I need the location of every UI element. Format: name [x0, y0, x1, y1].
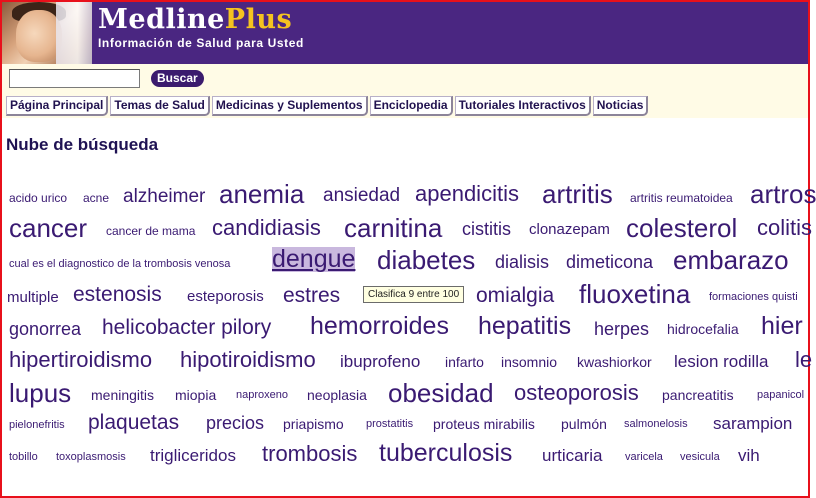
cloud-tag[interactable]: estres: [283, 284, 341, 307]
cloud-tag[interactable]: clonazepam: [529, 221, 610, 238]
logo-plus: Plus: [224, 4, 293, 35]
cloud-tag[interactable]: trombosis: [262, 441, 358, 466]
cloud-tag[interactable]: artros: [750, 179, 816, 209]
cloud-tag[interactable]: colitis: [757, 215, 813, 240]
cloud-tag[interactable]: plaquetas: [88, 411, 180, 434]
cloud-tag[interactable]: urticaria: [542, 446, 603, 465]
cloud-tag[interactable]: hepatitis: [478, 312, 572, 340]
cloud-tag[interactable]: helicobacter pilory: [102, 316, 272, 339]
cloud-tag[interactable]: miopia: [175, 387, 217, 403]
nav-tab-noticias[interactable]: Noticias: [593, 96, 649, 116]
cloud-tag[interactable]: ansiedad: [323, 185, 401, 206]
cloud-tag[interactable]: hier: [761, 312, 803, 340]
cloud-tag[interactable]: obesidad: [388, 378, 494, 408]
nav-tab-medicinas[interactable]: Medicinas y Suplementos: [212, 96, 368, 116]
cloud-tag[interactable]: le: [795, 347, 813, 372]
child-doctor-photo: [2, 2, 92, 64]
cloud-tag[interactable]: dimeticona: [566, 252, 654, 272]
nav-tab-tutoriales[interactable]: Tutoriales Interactivos: [455, 96, 591, 116]
cloud-tag[interactable]: hipertiroidismo: [9, 347, 153, 372]
cloud-tag[interactable]: pancreatitis: [662, 387, 734, 403]
cloud-tag[interactable]: artritis: [542, 179, 613, 209]
cloud-tag[interactable]: neoplasia: [307, 387, 367, 403]
cloud-tag[interactable]: infarto: [445, 354, 484, 370]
nav-tab-pagina-principal[interactable]: Página Principal: [6, 96, 108, 116]
cloud-tag[interactable]: herpes: [594, 319, 650, 339]
cloud-tag[interactable]: esteporosis: [187, 288, 264, 305]
cloud-tag[interactable]: cancer: [9, 213, 88, 243]
cloud-tag[interactable]: tuberculosis: [379, 439, 513, 467]
tag-rank-tooltip: Clasifica 9 entre 100: [363, 286, 464, 303]
cloud-tag[interactable]: vih: [738, 446, 760, 465]
cloud-tag[interactable]: naproxeno: [236, 389, 288, 401]
cloud-tag[interactable]: proteus mirabilis: [433, 416, 535, 432]
nav-tab-temas-de-salud[interactable]: Temas de Salud: [110, 96, 209, 116]
cloud-tag[interactable]: sarampion: [713, 414, 793, 433]
cloud-tag[interactable]: precios: [206, 413, 265, 433]
site-tagline: Información de Salud para Usted: [98, 36, 304, 50]
cloud-tag[interactable]: hemorroides: [310, 312, 449, 340]
cloud-tag[interactable]: cancer de mama: [106, 224, 196, 238]
cloud-tag[interactable]: kwashiorkor: [577, 354, 652, 370]
cloud-tag[interactable]: salmonelosis: [624, 418, 688, 430]
cloud-tag[interactable]: pulmón: [561, 416, 607, 432]
cloud-tag[interactable]: alzheimer: [123, 186, 206, 207]
cloud-tag[interactable]: artritis reumatoidea: [630, 191, 733, 205]
cloud-tag[interactable]: cual es el diagnostico de la trombosis venosa: [9, 258, 231, 270]
cloud-tag[interactable]: cistitis: [462, 219, 511, 239]
cloud-tag[interactable]: colesterol: [626, 213, 738, 243]
cloud-tag[interactable]: trigliceridos: [150, 446, 236, 465]
logo-medline: Medline: [98, 4, 225, 35]
cloud-tag[interactable]: acido urico: [9, 191, 68, 205]
cloud-tag[interactable]: ibuprofeno: [340, 352, 421, 371]
cloud-tag[interactable]: embarazo: [673, 245, 789, 275]
cloud-tag[interactable]: meningitis: [91, 387, 155, 403]
cloud-tag[interactable]: insomnio: [501, 354, 558, 370]
cloud-tag[interactable]: osteoporosis: [514, 380, 639, 405]
cloud-tag[interactable]: toxoplasmosis: [56, 451, 126, 463]
cloud-tag[interactable]: candidiasis: [212, 215, 321, 240]
cloud-tag[interactable]: fluoxetina: [579, 279, 691, 309]
cloud-tag[interactable]: lesion rodilla: [674, 352, 769, 371]
search-bar: [2, 64, 808, 95]
search-tag-cloud: [2, 170, 816, 470]
cloud-tag[interactable]: multiple: [7, 289, 59, 306]
cloud-tag-highlighted[interactable]: dengue: [272, 245, 356, 273]
cloud-tag[interactable]: pielonefritis: [9, 419, 65, 431]
cloud-tag[interactable]: hipotiroidismo: [180, 347, 316, 372]
cloud-tag[interactable]: dialisis: [495, 252, 550, 272]
search-button[interactable]: Buscar: [151, 70, 204, 87]
cloud-tag[interactable]: anemia: [219, 179, 305, 209]
cloud-tag[interactable]: diabetes: [377, 245, 476, 275]
cloud-tag[interactable]: formaciones quisti: [709, 291, 798, 303]
cloud-tag[interactable]: estenosis: [73, 283, 162, 306]
medlineplus-logo[interactable]: [98, 4, 292, 36]
cloud-tag[interactable]: varicela: [625, 451, 663, 463]
cloud-tag[interactable]: hidrocefalia: [667, 321, 739, 337]
cloud-tag[interactable]: apendicitis: [415, 181, 519, 206]
cloud-tag[interactable]: omialgia: [476, 284, 555, 307]
cloud-tag[interactable]: tobillo: [9, 451, 38, 463]
page-title: Nube de búsqueda: [6, 135, 159, 154]
cloud-tag[interactable]: papanicol: [757, 389, 805, 401]
header-banner: [2, 2, 808, 64]
cloud-tag[interactable]: lupus: [9, 378, 72, 408]
main-nav: [2, 94, 808, 118]
cloud-tag[interactable]: prostatitis: [366, 418, 414, 430]
cloud-tag[interactable]: priapismo: [283, 416, 344, 432]
cloud-tag[interactable]: gonorrea: [9, 319, 82, 339]
cloud-tag[interactable]: acne: [83, 191, 110, 205]
cloud-tag[interactable]: vesicula: [680, 451, 720, 463]
search-input[interactable]: [9, 69, 140, 88]
nav-tab-enciclopedia[interactable]: Enciclopedia: [370, 96, 453, 116]
cloud-tag[interactable]: carnitina: [344, 213, 443, 243]
